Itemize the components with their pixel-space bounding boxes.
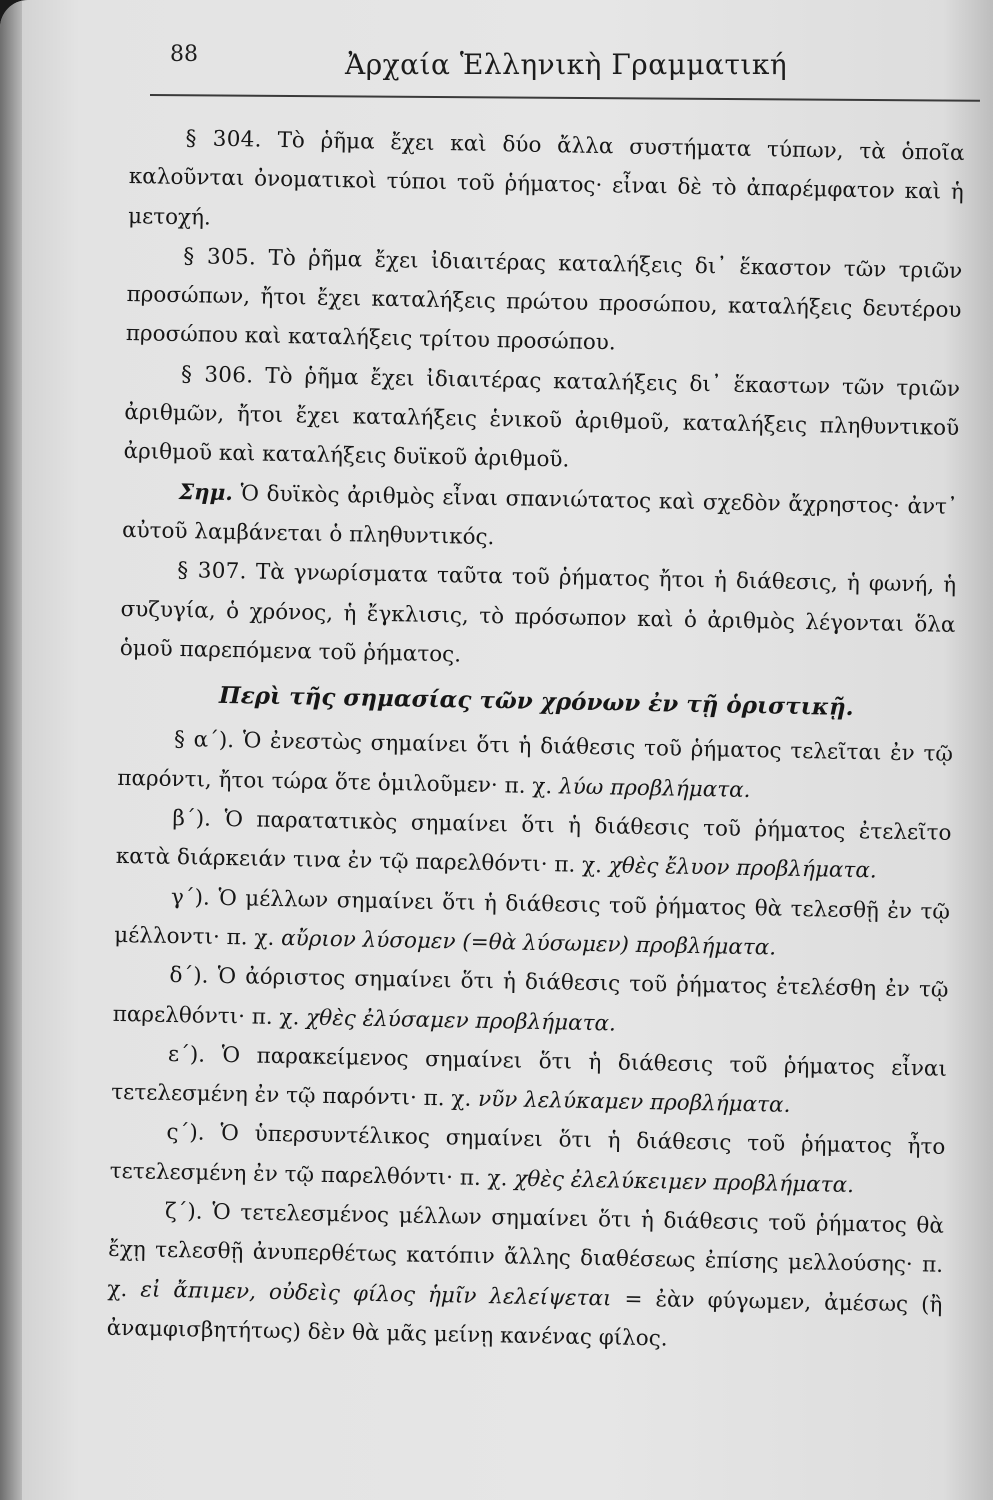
subsection-mark: δ΄). bbox=[169, 963, 209, 989]
section-heading: Περὶ τῆς σημασίας τῶν χρόνων ἐν τῇ ὁριστικῇ. bbox=[218, 681, 854, 722]
note-label: Σημ. bbox=[178, 479, 234, 506]
subsection-mark: β΄). bbox=[172, 805, 212, 832]
subsection-tail: = ἐὰν φύγωμεν, ἀμέσως (ἢ ἀναμφισβητήτως) δὲν θὰ μᾶς μείνῃ κανένας φίλος. bbox=[106, 1286, 943, 1352]
paragraph-307 bbox=[119, 550, 956, 684]
page-body bbox=[106, 118, 964, 1364]
subsection-mark: γ΄). bbox=[170, 884, 211, 911]
subsection-mark: § α΄). bbox=[173, 727, 235, 754]
subsection-text: Ὁ ἀόριστος σημαίνει ὅτι ἡ διάθεσις τοῦ ῥήματος ἐτελέσθη ἐν τῷ παρελθόντι· π. χ. bbox=[112, 964, 949, 1030]
example-text: νῦν λελύκαμεν προβλήματα. bbox=[477, 1086, 791, 1118]
paragraph-text: Τὸ ῥῆμα ἔχει ἰδιαιτέρας καταλήξεις δι᾽ ἕκαστων τῶν τριῶν ἀριθμῶν, ἤτοι ἔχει καταλήξεις ἑνικοῦ ἀριθμοῦ, καταλήξεις πληθυντικοῦ ἀριθμοῦ καὶ καταλήξεις δυϊκοῦ ἀριθμοῦ. bbox=[123, 363, 961, 473]
running-title: Ἀρχαία Ἑλληνικὴ Γραμματική bbox=[345, 48, 788, 81]
paragraph-304 bbox=[128, 118, 965, 252]
subsection-text: Ὁ ὑπερσυντέλικος σημαίνει ὅτι ἡ διάθεσις τοῦ ῥήματος ἦτο τετελεσμένη ἐν τῷ παρελθόντι· π. χ. bbox=[109, 1121, 946, 1192]
section-mark: § 307. bbox=[177, 558, 248, 585]
section-mark: § 305. bbox=[183, 243, 257, 271]
note-text: Ὁ δυϊκὸς ἀριθμὸς εἶναι σπανιώτατος καὶ σχεδὸν ἄχρηστος· ἀντ᾽ αὐτοῦ λαμβάνεται ὁ πληθυντικός. bbox=[121, 480, 958, 551]
paragraph-305 bbox=[125, 236, 962, 370]
page-header bbox=[150, 36, 980, 96]
paragraph-text: Τὸ ῥῆμα ἔχει καὶ δύο ἄλλα συστήματα τύπων, τὰ ὁποῖα καλοῦνται ὀνοματικοὶ τύποι τοῦ ῥήματος· εἶναι δὲ τὸ ἀπαρέμφατον καὶ ἡ μετοχή. bbox=[127, 127, 965, 231]
page-number: 88 bbox=[170, 42, 198, 67]
section-mark: § 304. bbox=[185, 126, 263, 153]
subsection-text: Ὁ τετελεσμένος μέλλων σημαίνει ὅτι ἡ διάθεσις τοῦ ῥήματος θὰ ἔχῃ τελεσθῇ ἀνυπερθέτως κατόπιν ἄλλης διαθέσεως ἐπίσης μελλούσης· π. χ. bbox=[107, 1199, 945, 1302]
subsection-text: Ὁ παρατατικὸς σημαίνει ὅτι ἡ διάθεσις τοῦ ῥήματος ἐτελεῖτο κατὰ διάρκειάν τινα ἐν τῷ παρελθόντι· π. χ. bbox=[115, 806, 952, 879]
example-text: εἰ ἄπιμεν, οὐδεὶς φίλος ἡμῖν λελείψεται bbox=[140, 1277, 612, 1312]
subsection-text: Ὁ παρακείμενος σημαίνει ὅτι ἡ διάθεσις τοῦ ῥήματος εἶναι τετελεσμένη ἐν τῷ παρόντι· π. χ. bbox=[111, 1042, 948, 1112]
section-mark: § 306. bbox=[180, 361, 254, 389]
example-text: λύω προβλήματα. bbox=[558, 774, 751, 803]
paragraph-306 bbox=[123, 354, 960, 488]
example-text: χθὲς ἐλελύκειμεν προβλήματα. bbox=[514, 1166, 855, 1198]
example-text: αὔριον λύσομεν (=θὰ λύσωμεν) προβλήματα. bbox=[280, 925, 777, 961]
subsection-mark: ς΄). bbox=[166, 1120, 205, 1147]
example-text: χθὲς ἔλυον προβλήματα. bbox=[608, 853, 877, 884]
subsection-text: Ὁ ἐνεστὼς σημαίνει ὅτι ἡ διάθεσις τοῦ ῥήματος τελεῖται ἐν τῷ παρόντι, ἤτοι τώρα ὅτε ὁμιλοῦμεν· π. χ. bbox=[117, 728, 954, 799]
page-edge bbox=[0, 0, 22, 1500]
subsection-text: Ὁ μέλλων σημαίνει ὅτι ἡ διάθεσις τοῦ ῥήματος θὰ τελεσθῇ ἐν τῷ μέλλοντι· π. χ. bbox=[114, 885, 951, 951]
example-text: χθὲς ἐλύσαμεν προβλήματα. bbox=[306, 1005, 617, 1037]
paragraph-text: Τὸ ῥῆμα ἔχει ἰδιαιτέρας καταλήξεις δι᾽ ἕκαστον τῶν τριῶν προσώπων, ἤτοι ἔχει καταλήξεις πρώτου προσώπου, καταλήξεις δευτέρου προσώπου καὶ καταλήξεις τρίτου προσώπου. bbox=[125, 245, 963, 356]
subsection-mark: ε΄). bbox=[167, 1041, 206, 1068]
header-rule bbox=[150, 94, 980, 102]
subsection-zeta bbox=[106, 1191, 944, 1364]
subsection-mark: ζ΄). bbox=[164, 1198, 203, 1225]
paragraph-text: Τὰ γνωρίσματα ταῦτα τοῦ ῥήματος ἤτοι ἡ διάθεσις, ἡ φωνή, ἡ συζυγία, ὁ χρόνος, ἡ ἔγκλισις, τὸ πρόσωπον καὶ ὁ ἀριθμὸς λέγονται ὅλα ὁμοῦ παρεπόμενα τοῦ ῥήματος. bbox=[119, 559, 957, 668]
